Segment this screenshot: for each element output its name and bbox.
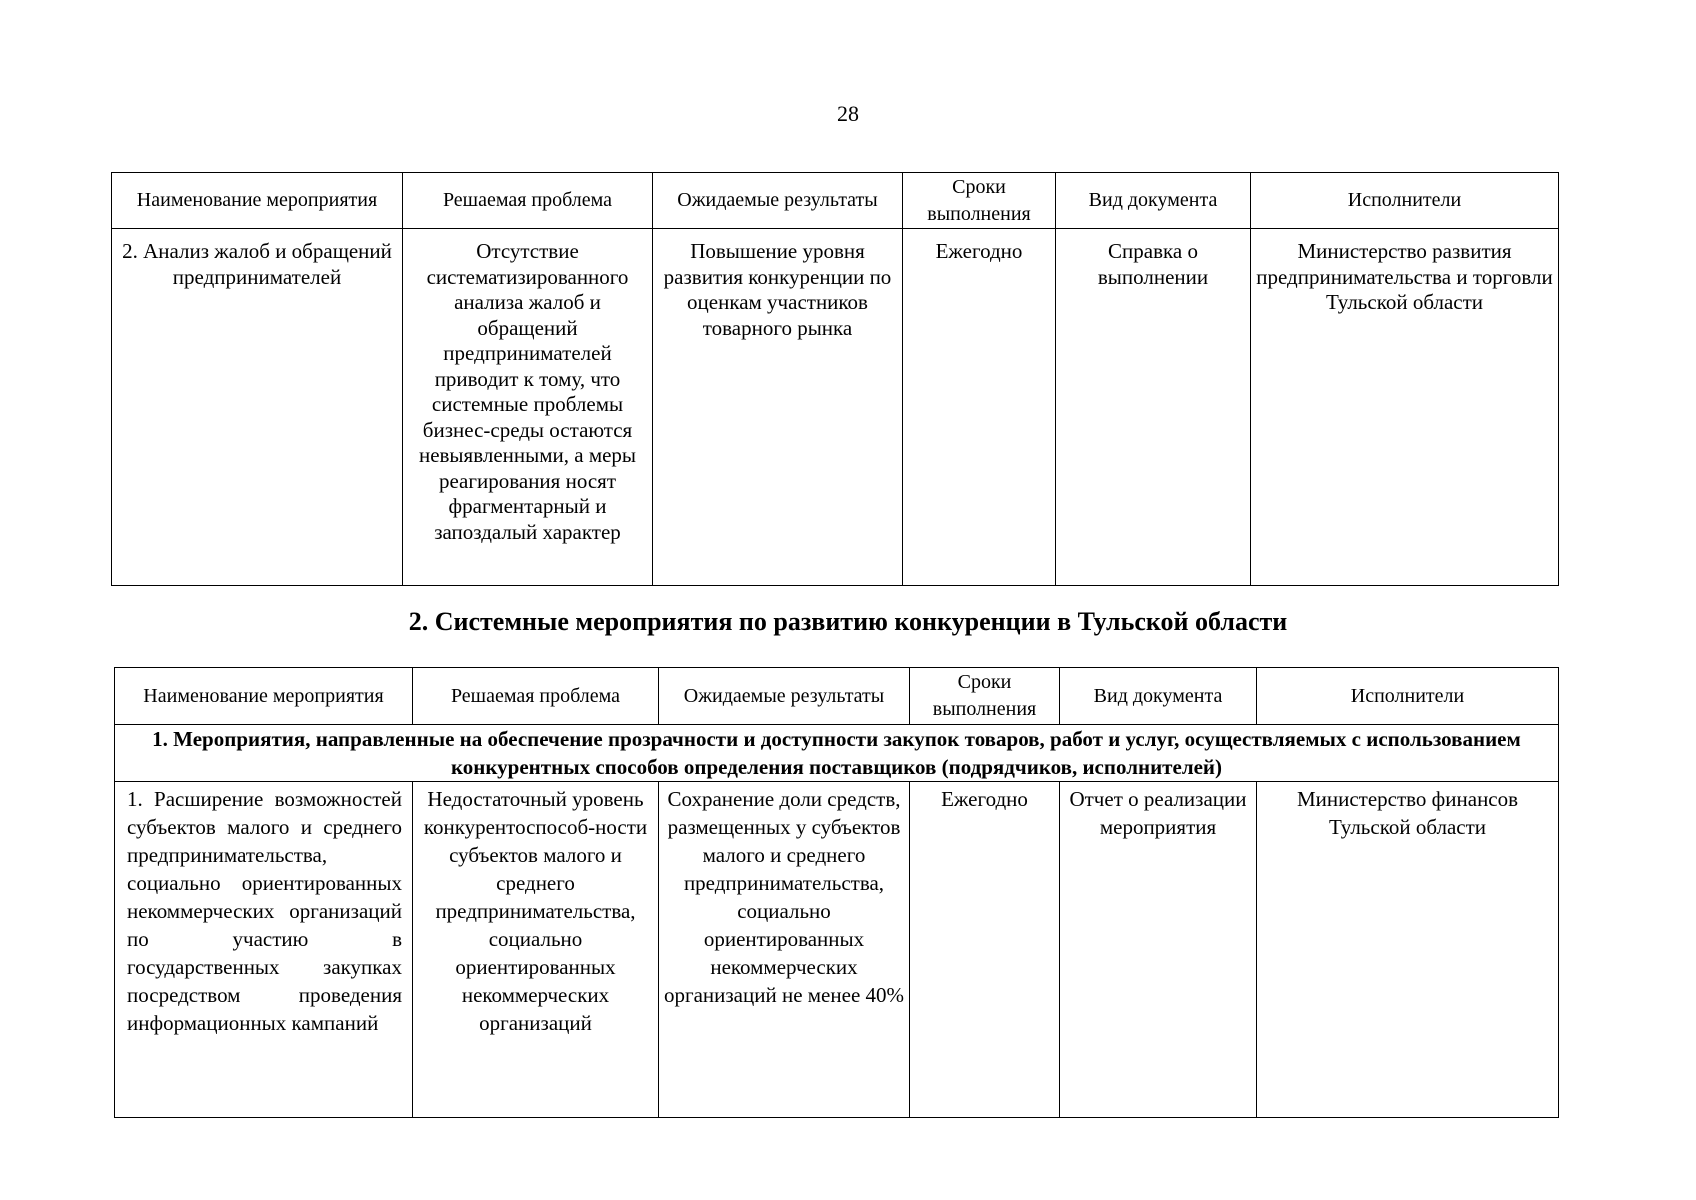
group-title: 1. Мероприятия, направленные на обеспечение прозрачности и доступности закупок товаров, работ и услуг, осуществляемых с использованием конкурентных способов определения поставщиков (подрядчиков, исполнителей): [115, 725, 1559, 782]
header-name: Наименование мероприятия: [115, 668, 413, 725]
header-terms: Сроки выполнения: [903, 173, 1056, 229]
cell-executors: Министерство финансов Тульской области: [1257, 782, 1559, 1118]
activities-table-continued: [111, 172, 1559, 586]
header-doc: Вид документа: [1060, 668, 1257, 725]
group-row: [115, 725, 1559, 782]
header-problem: Решаемая проблема: [413, 668, 659, 725]
header-results: Ожидаемые результаты: [653, 173, 903, 229]
header-executors: Исполнители: [1251, 173, 1559, 229]
header-results: Ожидаемые результаты: [659, 668, 910, 725]
cell-doc: Справка о выполнении: [1056, 229, 1251, 586]
header-name: Наименование мероприятия: [112, 173, 403, 229]
header-problem: Решаемая проблема: [403, 173, 653, 229]
table-row: [115, 782, 1559, 1118]
cell-results: Повышение уровня развития конкуренции по оценкам участников товарного рынка: [653, 229, 903, 586]
cell-name: 1. Расширение возможностей субъектов малого и среднего предпринимательства, социально ориентированных некоммерческих организаций по участию в государственных закупках посредством проведения информационных кампаний: [115, 782, 413, 1118]
cell-terms: Ежегодно: [903, 229, 1056, 586]
page-number: 28: [837, 101, 859, 126]
header-executors: Исполнители: [1257, 668, 1559, 725]
table-header-row: [112, 173, 1559, 229]
table-header-row: [115, 668, 1559, 725]
header-doc: Вид документа: [1056, 173, 1251, 229]
cell-terms: Ежегодно: [910, 782, 1060, 1118]
cell-problem: Недостаточный уровень конкурентоспособ-ности субъектов малого и среднего предпринимательства, социально ориентированных некоммерческих организаций: [413, 782, 659, 1118]
table-row: [112, 229, 1559, 586]
cell-name: 2. Анализ жалоб и обращений предпринимателей: [112, 229, 403, 586]
cell-problem: Отсутствие систематизированного анализа жалоб и обращений предпринимателей приводит к тому, что системные проблемы бизнес-среды остаются невыявленными, а меры реагирования носят фрагментарный и запоздалый характер: [403, 229, 653, 586]
systemic-activities-table: [114, 667, 1559, 1118]
header-terms: Сроки выполнения: [910, 668, 1060, 725]
section-title: 2. Системные мероприятия по развитию конкуренции в Тульской области: [408, 607, 1288, 636]
cell-executors: Министерство развития предпринимательства и торговли Тульской области: [1251, 229, 1559, 586]
cell-doc: Отчет о реализации мероприятия: [1060, 782, 1257, 1118]
cell-results: Сохранение доли средств, размещенных у субъектов малого и среднего предпринимательства, социально ориентированных некоммерческих организаций не менее 40%: [659, 782, 910, 1118]
